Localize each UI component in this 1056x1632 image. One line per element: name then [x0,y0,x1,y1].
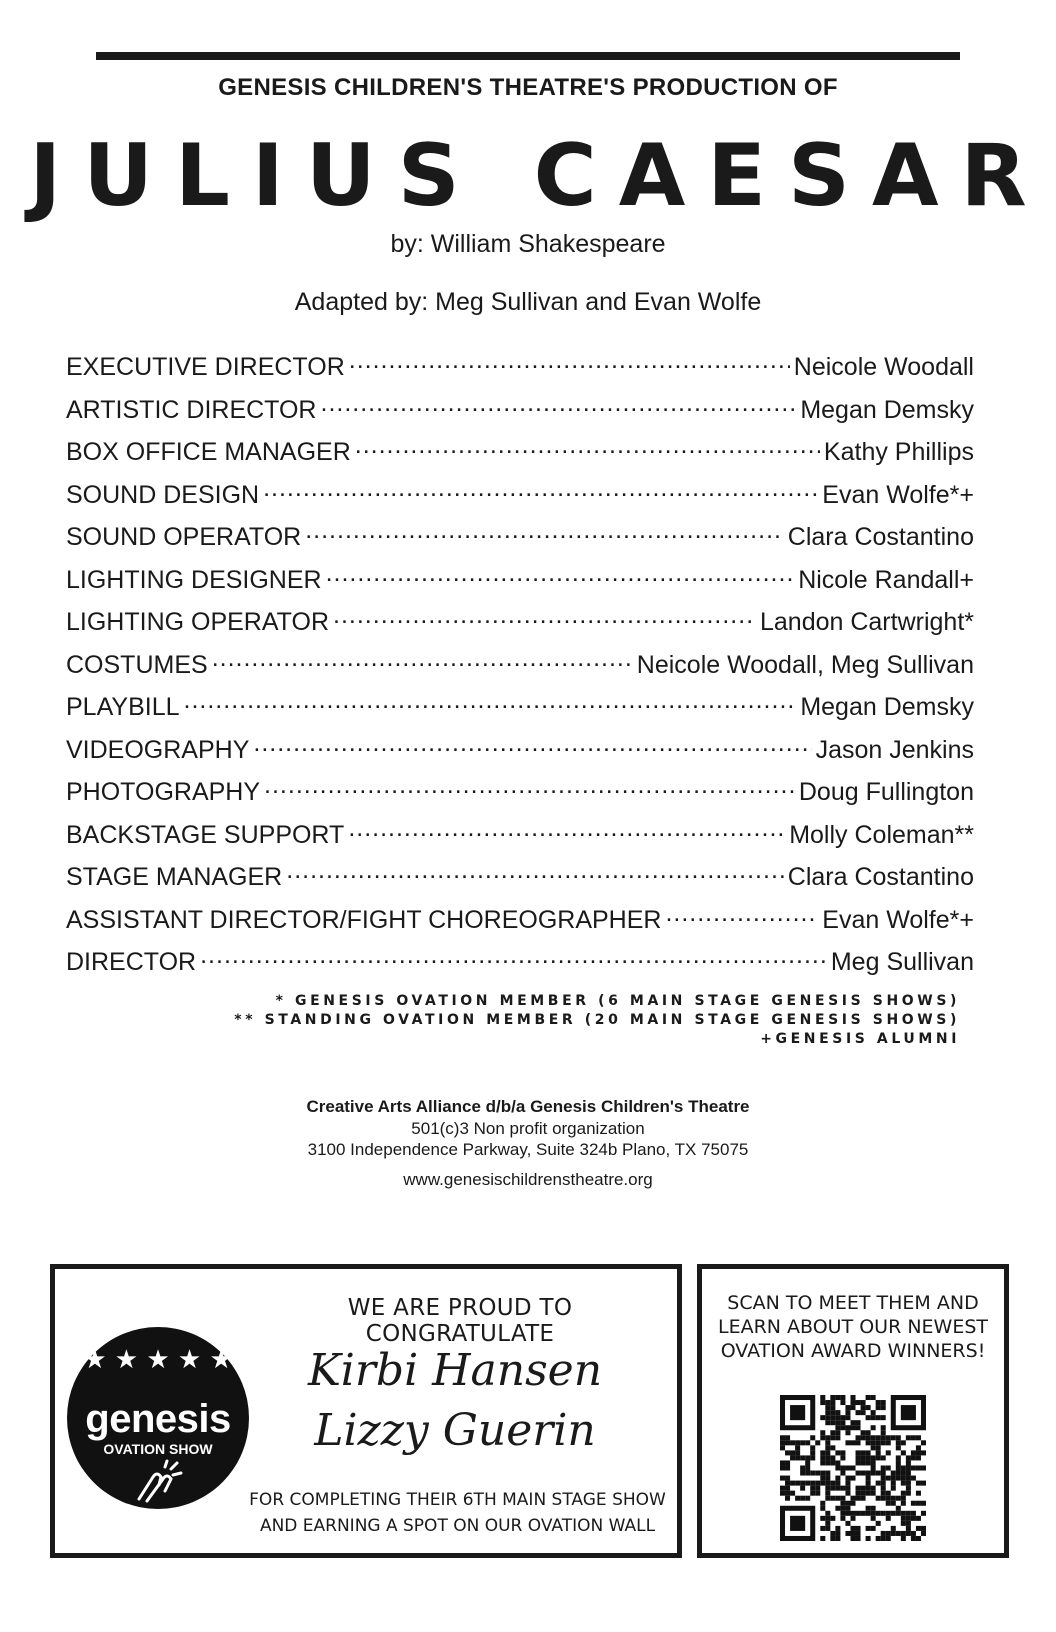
dot-leader [321,393,797,418]
credit-name: Neicole Woodall, Meg Sullivan [636,650,974,679]
credit-name: Landon Cartwright* [759,608,974,636]
credit-row [66,563,974,606]
qr-code-icon[interactable] [780,1395,926,1541]
credit-name: Megan Demsky [800,693,974,721]
scan-instructions [702,1291,1004,1363]
genesis-ovation-badge [67,1327,249,1509]
author-byline: by: William Shakespeare [390,230,666,258]
credit-role: SOUND DESIGN [66,480,260,509]
credit-row [66,903,974,946]
show-title: JULIUS CAESAR [29,126,1049,226]
credit-name: Clara Costantino [787,863,974,891]
organization-name: Creative Arts Alliance d/b/a Genesis Children's Theatre [306,1097,750,1116]
dot-leader [286,860,784,885]
dot-leader [200,945,827,970]
credit-role: VIDEOGRAPHY [66,735,250,764]
adapted-by-line: Adapted by: Meg Sullivan and Evan Wolfe [294,288,762,316]
credit-role: EXECUTIVE DIRECTOR [66,353,345,381]
credit-row [66,520,974,563]
credit-name: Meg Sullivan [830,948,974,976]
credit-row [66,818,974,861]
badge-wordmark: genesis [85,1397,231,1441]
honoree-name: Kirbi Hansen [307,1345,603,1396]
alumni-footnote: +GENESIS ALUMNI [760,1031,960,1047]
production-of-heading: GENESIS CHILDREN'S THEATRE'S PRODUCTION OF [218,74,838,101]
footer-line: AND EARNING A SPOT ON OUR OVATION WALL [259,1516,656,1536]
credit-row [66,393,974,436]
stars-icon: ★ ★ ★ ★ ★ [83,1345,233,1375]
credit-role: LIGHTING OPERATOR [66,608,330,636]
credit-role: STAGE MANAGER [66,863,283,891]
credit-role: DIRECTOR [66,948,197,976]
dot-leader [333,605,756,630]
membership-footnotes [234,992,960,1049]
credit-name: Molly Coleman** [789,820,974,849]
credit-role: COSTUMES [66,650,208,679]
dot-leader [305,520,784,545]
credit-name: Jason Jenkins [815,735,974,764]
congratulate-heading: WE ARE PROUD TO CONGRATULATE [347,1295,573,1347]
dot-leader [348,818,785,843]
congratulations-box [50,1264,682,1558]
credit-row [66,860,974,903]
credit-row [66,435,974,478]
credit-name: Megan Demsky [800,395,974,424]
credit-row [66,945,974,988]
scan-line: SCAN TO MEET THEM AND [727,1292,979,1314]
scan-qr-box [697,1264,1009,1558]
credit-row [66,350,974,393]
organization-status: 501(c)3 Non profit organization [411,1119,645,1138]
dot-leader [212,648,633,673]
credit-role: BACKSTAGE SUPPORT [66,820,345,849]
dot-leader [184,690,797,715]
badge-subtitle: OVATION SHOW [103,1441,213,1457]
organization-website-link[interactable]: www.genesischildrenstheatre.org [403,1170,653,1189]
credit-role: ASSISTANT DIRECTOR/FIGHT CHOREOGRAPHER [66,905,662,934]
credit-row [66,648,974,691]
dot-leader [326,563,795,588]
dot-leader [665,903,818,928]
credit-name: Evan Wolfe*+ [822,480,974,509]
credit-row [66,690,974,733]
credit-role: PHOTOGRAPHY [66,778,261,806]
organization-address: 3100 Independence Parkway, Suite 324b Plano, TX 75075 [307,1140,749,1159]
credit-role: BOX OFFICE MANAGER [66,438,351,466]
credit-role: PLAYBILL [66,693,180,721]
credit-role: SOUND OPERATOR [66,523,302,551]
ovation-footnote: * GENESIS OVATION MEMBER (6 MAIN STAGE GENESIS SHOWS) [275,993,960,1009]
credit-name: Evan Wolfe*+ [822,905,974,934]
clapping-hands-icon [129,1459,187,1503]
credit-row [66,733,974,776]
credit-row [66,478,974,521]
credits-list [66,350,974,988]
credit-row [66,775,974,818]
standing-ovation-footnote: ** STANDING OVATION MEMBER (20 MAIN STAGE GENESIS SHOWS) [234,1012,960,1028]
footer-line: FOR COMPLETING THEIR 6TH MAIN STAGE SHOW [249,1490,666,1510]
dot-leader [263,478,818,503]
organization-info [0,1096,1056,1190]
honoree-name: Lizzy Guerin [314,1405,596,1456]
credit-name: Nicole Randall+ [798,565,974,594]
dot-leader [253,733,811,758]
top-divider [96,52,960,60]
credit-name: Kathy Phillips [823,438,974,466]
credit-row [66,605,974,648]
scan-line: LEARN ABOUT OUR NEWEST [717,1316,989,1338]
credit-role: LIGHTING DESIGNER [66,565,322,594]
credit-name: Clara Costantino [787,523,974,551]
credit-name: Neicole Woodall [793,353,974,381]
credit-name: Doug Fullington [798,778,974,806]
dot-leader [349,350,790,375]
dot-leader [264,775,795,800]
scan-line: OVATION AWARD WINNERS! [720,1340,986,1362]
dot-leader [355,435,820,460]
congratulate-footer [245,1487,670,1539]
credit-role: ARTISTIC DIRECTOR [66,395,317,424]
